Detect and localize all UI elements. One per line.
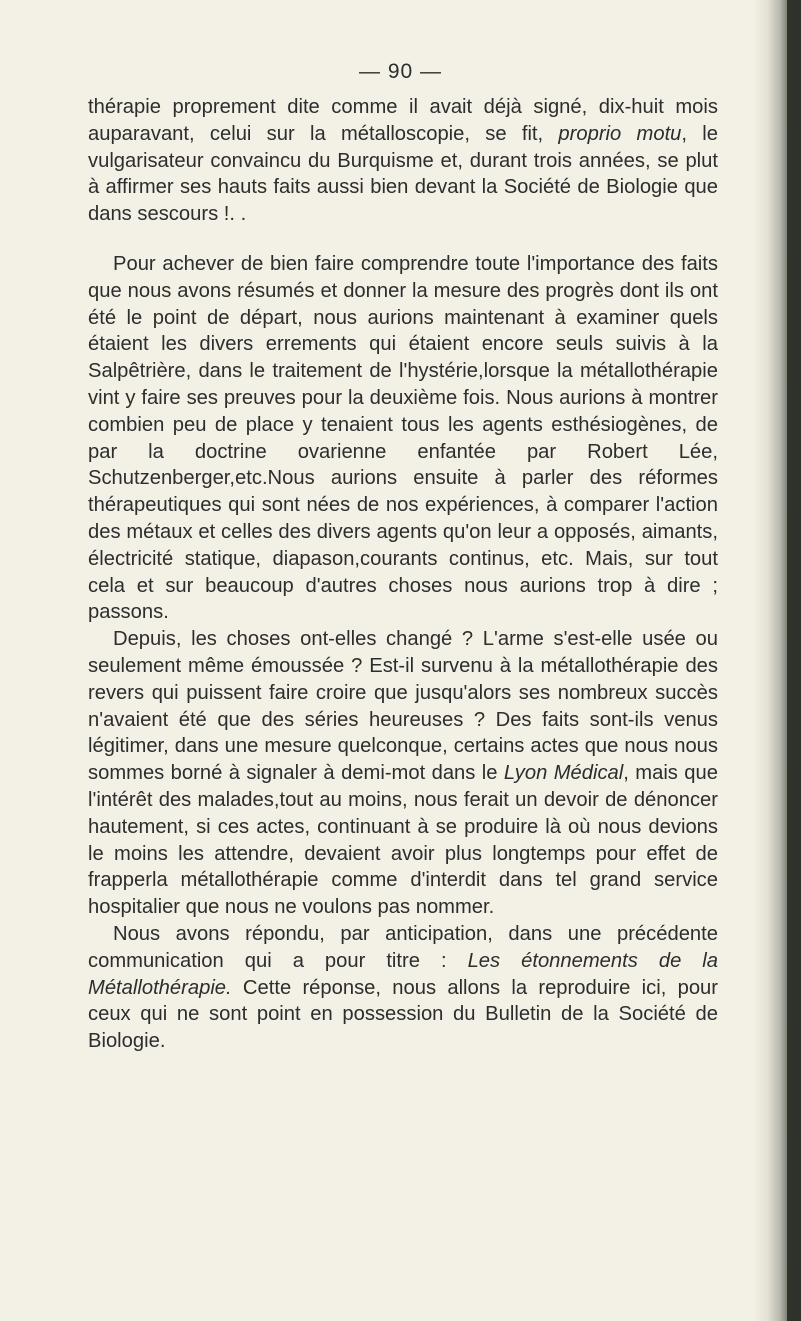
paragraph bbox=[88, 626, 718, 921]
text-segment: thérapie proprement dite comme il avait déjà signé, dix-huit mois auparavant, celui sur la métalloscopie, se fit, bbox=[88, 96, 718, 145]
italic-segment: Les étonnements de la Métallothérapie. bbox=[88, 949, 719, 999]
paragraph bbox=[88, 921, 718, 1055]
text-segment: Nous avons répondu, par anticipation, dans une précédente communication qui a pour titre : bbox=[88, 922, 718, 972]
text-segment: , le vulgarisateur convaincu du Burquisme et, durant trois années, se plut à affirmer ses hauts faits aussi bien devant la Société de Biologie que dans sescours !. . bbox=[88, 122, 718, 226]
paragraph-continuation bbox=[88, 94, 718, 228]
text-segment: Cette réponse, nous allons la reproduire ici, pour ceux qui ne sont point en possession du Bulletin de la Société de Biologie. bbox=[88, 976, 718, 1053]
binding-edge bbox=[787, 0, 801, 1321]
text-segment: Depuis, les choses ont-elles changé ? L'arme s'est-elle usée ou seulement même émoussée ? Est-il survenu à la métallothérapie des revers qui puissent faire croire que jusqu'alors ses nombreux succès n'avaient été que des séries heureuses ? Des faits sont-ils venus légitimer, dans une mesure quelconque, certains actes que nous nous sommes borné à signaler à demi-mot dans le bbox=[88, 628, 718, 785]
page-number: — 90 — bbox=[358, 60, 443, 83]
italic-segment: Lyon Médical bbox=[503, 762, 624, 785]
italic-segment: proprio motu bbox=[558, 122, 682, 145]
text-segment: Pour achever de bien faire comprendre toute l'importance des faits que nous avons résumés et donner la mesure des progrès dont ils ont été le point de départ, nous aurions maintenant à examiner quels étaient les divers errements qui étaient encore seuls suivis à la Salpêtrière, dans le traitement de l'hystérie,lorsque la métallothérapie vint y faire ses preuves pour la deuxième fois. Nous aurions à montrer combien peu de place y tenaient tous les agents esthésiogènes, de par la doctrine ovarienne enfantée par Robert Lée, Schutzenberger,etc.Nous aurions ensuite à parler des réformes thérapeutiques qui sont nées de nos expériences, à comparer l'action des métaux et celles des divers agents qu'on leur a opposés, aimants, électricité statique, diapason,courants continus, etc. Mais, sur tout cela et sur beaucoup d'autres choses nous aurions trop à dire ; passons. bbox=[88, 252, 718, 624]
text-segment: , mais que l'intérêt des malades,tout au moins, nous ferait un devoir de dénoncer hautement, si ces actes, continuant à se produire là où nous devions le moins les attendre, devaient avoir plus longtemps pour effet de frapperla métallothérapie comme d'interdit dans tel grand service hospitalier que nous ne voulons pas nommer. bbox=[88, 762, 718, 919]
paragraph bbox=[88, 251, 718, 626]
body-text bbox=[88, 94, 718, 1055]
